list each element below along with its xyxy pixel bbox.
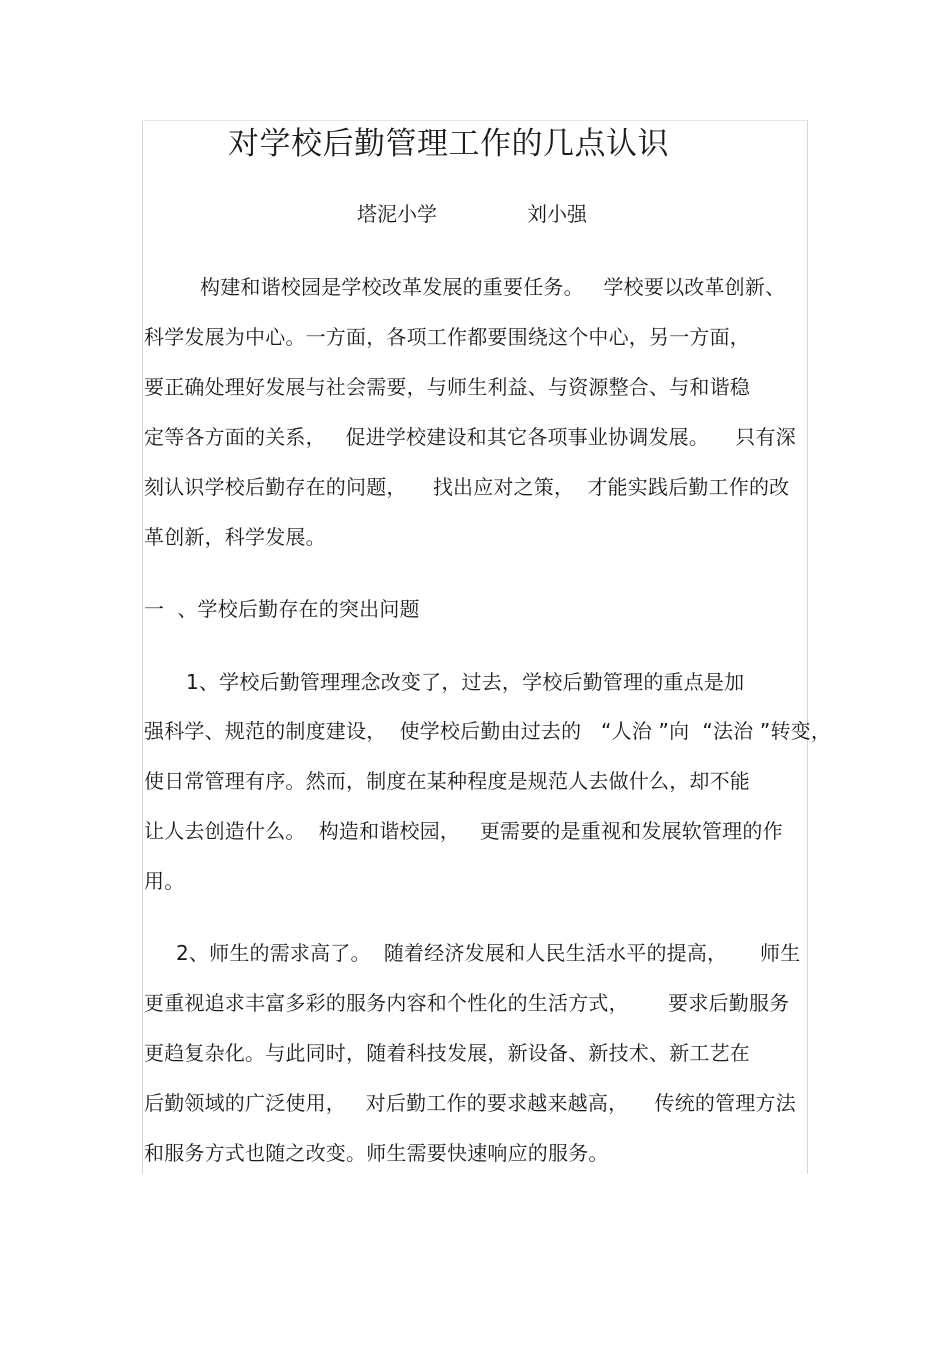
point2-line: 2、师生的需求高了。 随着经济发展和人民生活水平的提高， 师生 (176, 941, 801, 965)
intro-line: 要正确处理好发展与社会需要，与师生利益、与资源整合、与和谐稳 (144, 375, 750, 399)
intro-line: 革创新，科学发展。 (144, 525, 326, 549)
intro-line: 定等各方面的关系， 促进学校建设和其它各项事业协调发展。 只有深 (144, 425, 796, 449)
school-name: 塔泥小学 (357, 202, 437, 226)
author-name: 刘小强 (527, 202, 587, 226)
point2-line: 和服务方式也随之改变。师生需要快速响应的服务。 (144, 1141, 609, 1165)
intro-line: 刻认识学校后勤存在的问题， 找出应对之策， 才能实践后勤工作的改 (144, 475, 790, 499)
document-title: 对学校后勤管理工作的几点认识 (228, 126, 669, 162)
point2-line: 更重视追求丰富多彩的服务内容和个性化的生活方式， 要求后勤服务 (144, 991, 790, 1015)
point1-line: 使日常管理有序。然而，制度在某种程度是规范人去做什么，却不能 (144, 769, 750, 793)
point1-line: 用。 (144, 869, 185, 893)
point1-line: 让人去创造什么。 构造和谐校园， 更需要的是重视和发展软管理的作 (144, 819, 783, 843)
intro-line: 科学发展为中心。一方面，各项工作都要围绕这个中心，另一方面， (144, 325, 750, 349)
point2-line: 后勤领域的广泛使用， 对后勤工作的要求越来越高， 传统的管理方法 (144, 1091, 796, 1115)
point1-line: 强科学、规范的制度建设， 使学校后勤由过去的 “人治 ”向 “法治 ”转变， (144, 719, 832, 743)
intro-line: 构建和谐校园是学校改革发展的重要任务。 学校要以改革创新、 (200, 275, 786, 299)
point2-line: 更趋复杂化。与此同时，随着科技发展，新设备、新技术、新工艺在 (144, 1041, 750, 1065)
section-heading: 一 、学校后勤存在的突出问题 (144, 597, 420, 621)
point1-line: 1、学校后勤管理理念改变了，过去，学校后勤管理的重点是加 (186, 670, 745, 694)
